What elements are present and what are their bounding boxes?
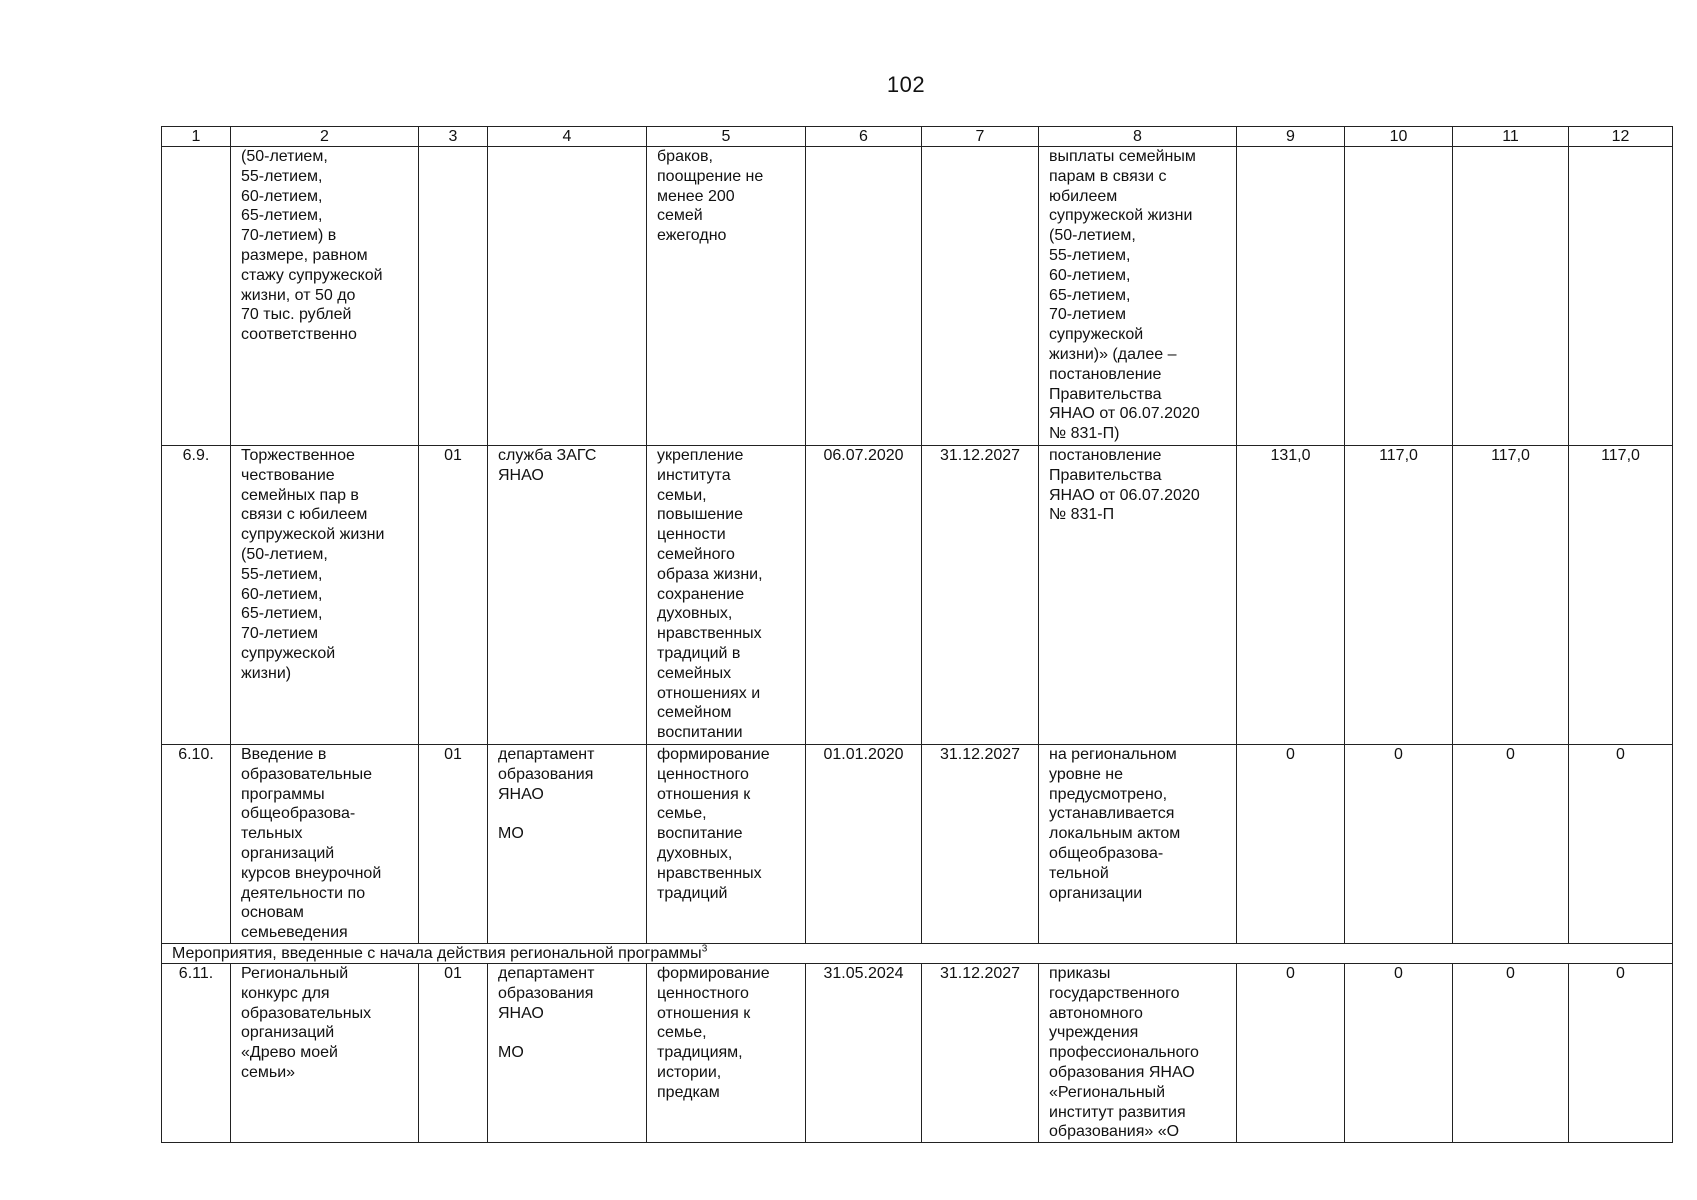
legal-basis-cell: выплаты семейным парам в связи с юбилеем супружеской жизни (50-летием, 55-летием, 60-летием, 65-летием, 70-летием супружеской жизни)» (далее – постановление Правительства ЯНАО от 06.07.2020 № 831-П): [1039, 147, 1237, 446]
column-number-row: [162, 127, 1673, 147]
end-date-cell: 31.12.2027: [922, 964, 1039, 1143]
value-cell: 0: [1569, 964, 1673, 1143]
legal-basis-cell: приказы государственного автономного учреждения профессионального образования ЯНАО «Региональный институт развития образования» «О: [1039, 964, 1237, 1143]
column-header: 3: [419, 127, 488, 147]
section-heading-row: [162, 944, 1673, 964]
code-cell: 01: [419, 446, 488, 745]
result-cell: формирование ценностного отношения к семье, традициям, истории, предкам: [647, 964, 806, 1143]
end-date-cell: [922, 147, 1039, 446]
value-cell: 131,0: [1237, 446, 1345, 745]
value-cell: [1237, 147, 1345, 446]
measure-name-cell: (50-летием, 55-летием, 60-летием, 65-летием, 70-летием) в размере, равном стажу супружеской жизни, от 50 до 70 тыс. рублей соответственно: [231, 147, 419, 446]
responsible-cell: департамент образования ЯНАО МО: [488, 964, 647, 1143]
end-date-cell: 31.12.2027: [922, 446, 1039, 745]
section-heading: [162, 944, 1673, 964]
value-cell: 117,0: [1345, 446, 1453, 745]
legal-basis-cell: на региональном уровне не предусмотрено, устанавливается локальным актом общеобразова- тельной организации: [1039, 745, 1237, 944]
result-cell: формирование ценностного отношения к семье, воспитание духовных, нравственных традиций: [647, 745, 806, 944]
responsible-cell: служба ЗАГС ЯНАО: [488, 446, 647, 745]
legal-basis-cell: постановление Правительства ЯНАО от 06.07.2020 № 831-П: [1039, 446, 1237, 745]
page-number: 102: [886, 72, 926, 97]
row-number-cell: 6.9.: [162, 446, 231, 745]
value-cell: 0: [1345, 745, 1453, 944]
section-heading-text: Мероприятия, введенные с начала действия региональной программы: [172, 945, 702, 962]
value-cell: 117,0: [1569, 446, 1673, 745]
column-header: 8: [1039, 127, 1237, 147]
value-cell: 0: [1453, 745, 1569, 944]
value-cell: 0: [1237, 745, 1345, 944]
value-cell: [1569, 147, 1673, 446]
value-cell: 117,0: [1453, 446, 1569, 745]
start-date-cell: 31.05.2024: [806, 964, 922, 1143]
table-row: [162, 446, 1673, 745]
footnote-reference: 3: [701, 943, 708, 955]
start-date-cell: 01.01.2020: [806, 745, 922, 944]
column-header: 4: [488, 127, 647, 147]
column-header: 6: [806, 127, 922, 147]
row-number-cell: 6.10.: [162, 745, 231, 944]
row-number-cell: 6.11.: [162, 964, 231, 1143]
result-cell: укрепление института семьи, повышение ценности семейного образа жизни, сохранение духовных, нравственных традиций в семейных отношениях и семейном воспитании: [647, 446, 806, 745]
measure-name-cell: Торжественное чествование семейных пар в связи с юбилеем супружеской жизни (50-летием, 55-летием, 60-летием, 65-летием, 70-летием супружеской жизни): [231, 446, 419, 745]
value-cell: 0: [1237, 964, 1345, 1143]
column-header: 11: [1453, 127, 1569, 147]
value-cell: 0: [1569, 745, 1673, 944]
start-date-cell: 06.07.2020: [806, 446, 922, 745]
measure-name-cell: Региональный конкурс для образовательных организаций «Древо моей семьи»: [231, 964, 419, 1143]
code-cell: [419, 147, 488, 446]
value-cell: [1345, 147, 1453, 446]
end-date-cell: 31.12.2027: [922, 745, 1039, 944]
column-header: 2: [231, 127, 419, 147]
responsible-cell: департамент образования ЯНАО МО: [488, 745, 647, 944]
column-header: 7: [922, 127, 1039, 147]
program-measures-table: [161, 126, 1673, 1143]
measure-name-cell: Введение в образовательные программы общеобразова- тельных организаций курсов внеурочной деятельности по основам семьеведения: [231, 745, 419, 944]
table-row: [162, 147, 1673, 446]
row-number-cell: [162, 147, 231, 446]
responsible-cell: [488, 147, 647, 446]
value-cell: [1453, 147, 1569, 446]
code-cell: 01: [419, 745, 488, 944]
code-cell: 01: [419, 964, 488, 1143]
value-cell: 0: [1345, 964, 1453, 1143]
column-header: 12: [1569, 127, 1673, 147]
column-header: 1: [162, 127, 231, 147]
table-row: [162, 964, 1673, 1143]
table-row: [162, 745, 1673, 944]
column-header: 5: [647, 127, 806, 147]
column-header: 9: [1237, 127, 1345, 147]
value-cell: 0: [1453, 964, 1569, 1143]
column-header: 10: [1345, 127, 1453, 147]
result-cell: браков, поощрение не менее 200 семей ежегодно: [647, 147, 806, 446]
start-date-cell: [806, 147, 922, 446]
